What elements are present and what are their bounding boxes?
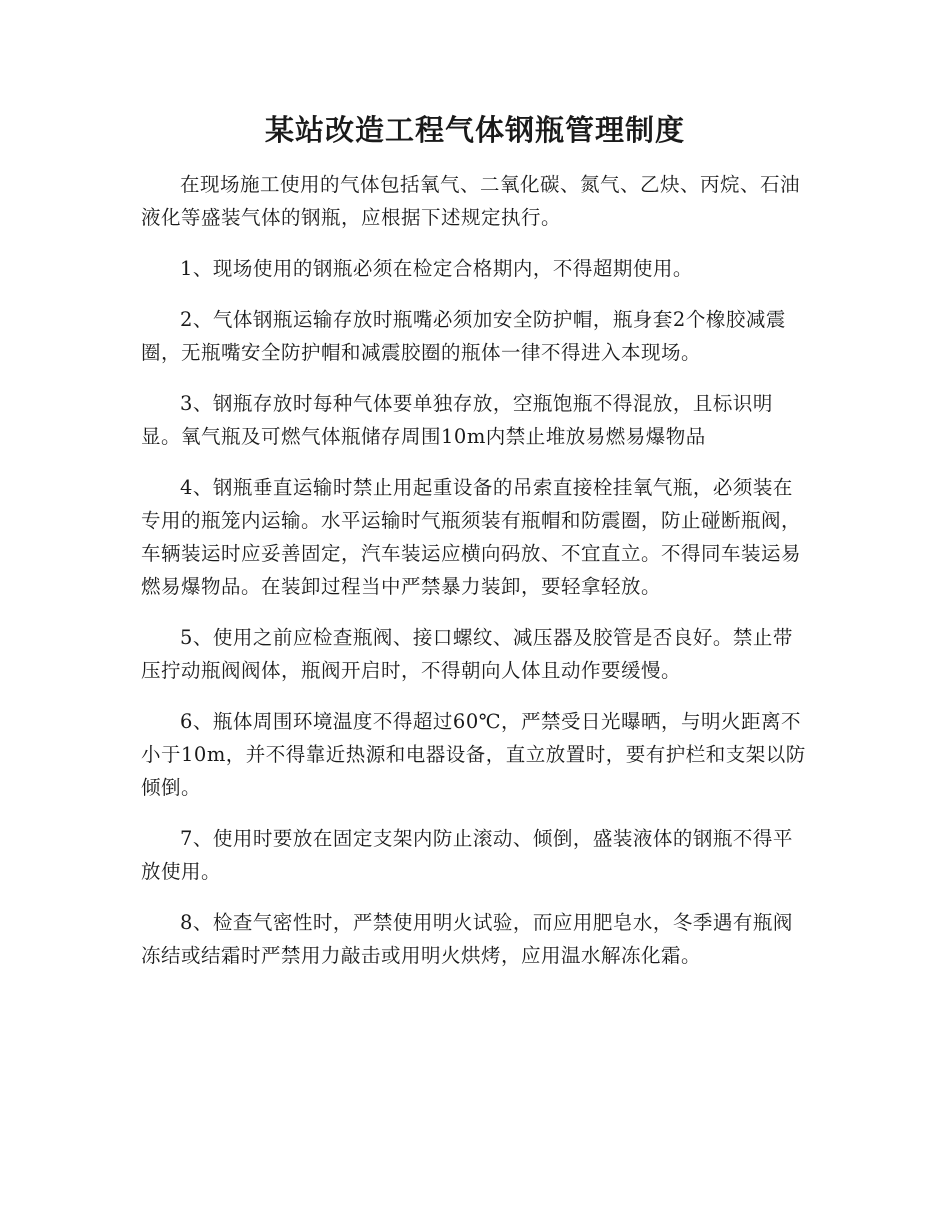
rule-paragraph-6: 6、瓶体周围环境温度不得超过60℃，严禁受日光曝晒，与明火距离不小于10m，并不得靠近热源和电器设备，直立放置时，要有护栏和支架以防倾倒。: [141, 710, 806, 799]
rule-paragraph-7: 7、使用时要放在固定支架内防止滚动、倾倒，盛装液体的钢瓶不得平放使用。: [141, 827, 793, 883]
rule-paragraph-1: 1、现场使用的钢瓶必须在检定合格期内，不得超期使用。: [180, 257, 693, 280]
rule-paragraph-2: 2、气体钢瓶运输存放时瓶嘴必须加安全防护帽，瓶身套2个橡胶减震圈，无瓶嘴安全防护帽和减震胶圈的瓶体一律不得进入本现场。: [141, 308, 786, 364]
intro-paragraph: 在现场施工使用的气体包括氧气、二氧化碳、氮气、乙炔、丙烷、石油液化等盛装气体的钢瓶，应根据下述规定执行。: [141, 173, 801, 229]
rule-paragraph-5: 5、使用之前应检查瓶阀、接口螺纹、减压器及胶管是否良好。禁止带压拧动瓶阀阀体，瓶阀开启时，不得朝向人体且动作要缓慢。: [141, 626, 793, 682]
document-body: [141, 168, 809, 990]
document-title: 某站改造工程气体钢瓶管理制度: [264, 113, 685, 147]
rule-paragraph-8: 8、检查气密性时，严禁使用明火试验，而应用肥皂水，冬季遇有瓶阀冻结或结霜时严禁用力敲击或用明火烘烤，应用温水解冻化霜。: [141, 911, 793, 967]
rule-paragraph-4: 4、钢瓶垂直运输时禁止用起重设备的吊索直接栓挂氧气瓶，必须装在专用的瓶笼内运输。水平运输时气瓶须装有瓶帽和防震圈，防止碰断瓶阀，车辆装运时应妥善固定，汽车装运应横向码放、不宜直立。不得同车装运易燃易爆物品。在装卸过程当中严禁暴力装卸，要轻拿轻放。: [141, 476, 802, 598]
rule-paragraph-3: 3、钢瓶存放时每种气体要单独存放，空瓶饱瓶不得混放，且标识明显。氧气瓶及可燃气体瓶储存周围10m内禁止堆放易燃易爆物品: [141, 392, 773, 448]
